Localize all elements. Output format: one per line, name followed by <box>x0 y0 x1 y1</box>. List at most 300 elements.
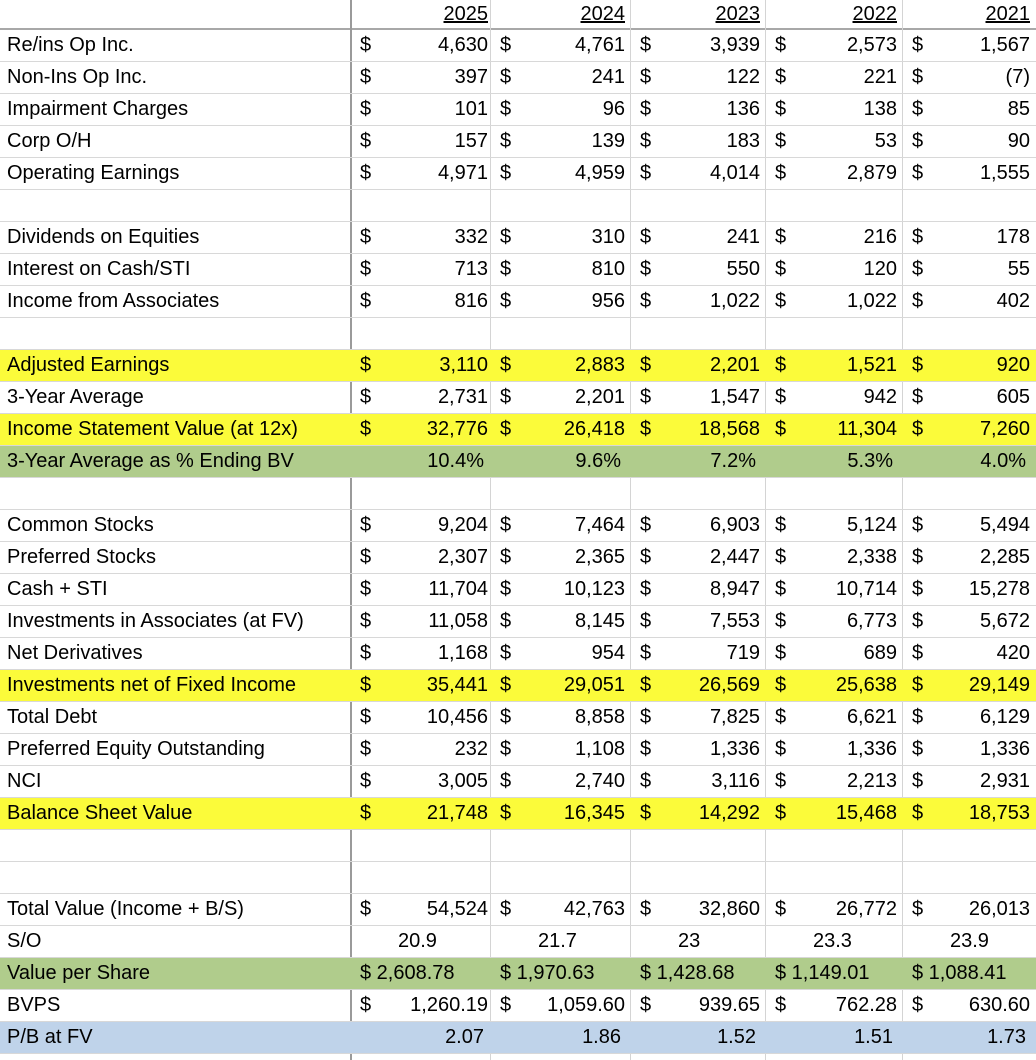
value-cell[interactable]: 16,345 <box>563 802 625 824</box>
currency-symbol: $ <box>775 578 787 600</box>
row-label[interactable]: Net Derivatives <box>7 642 143 664</box>
value-cell[interactable]: 216 <box>863 226 897 248</box>
blank-row <box>0 318 1036 350</box>
value-cell[interactable]: $ 1,149.01 <box>775 962 870 984</box>
currency-symbol: $ <box>640 610 652 632</box>
value-cell[interactable]: 11,304 <box>837 418 897 440</box>
value-cell[interactable]: 6,773 <box>846 610 897 632</box>
row-label[interactable]: S/O <box>7 930 42 952</box>
value-cell[interactable]: 942 <box>863 386 897 408</box>
value-cell[interactable]: 241 <box>591 66 625 88</box>
value-cell[interactable]: 1,108 <box>574 738 625 760</box>
currency-symbol: $ <box>360 706 372 728</box>
value-cell[interactable]: 4,971 <box>437 162 488 184</box>
currency-symbol: $ <box>500 546 512 568</box>
value-cell[interactable]: 1.86 <box>582 1026 621 1048</box>
value-cell[interactable]: 3,116 <box>711 770 760 792</box>
table-row <box>0 382 1036 414</box>
currency-symbol: $ <box>640 354 652 376</box>
currency-symbol: $ <box>912 34 924 56</box>
table-row <box>0 702 1036 734</box>
table-row <box>0 30 1036 62</box>
currency-symbol: $ <box>912 546 924 568</box>
currency-symbol: $ <box>640 66 652 88</box>
value-cell[interactable]: $ 1,088.41 <box>912 962 1007 984</box>
row-label[interactable]: Adjusted Earnings <box>7 354 170 376</box>
row-label[interactable]: Dividends on Equities <box>7 226 200 248</box>
row-label[interactable]: Investments in Associates (at FV) <box>7 610 304 632</box>
currency-symbol: $ <box>500 418 512 440</box>
value-cell[interactable]: 310 <box>591 226 625 248</box>
currency-symbol: $ <box>912 770 924 792</box>
table-row <box>0 350 1036 382</box>
currency-symbol: $ <box>775 130 787 152</box>
currency-symbol: $ <box>500 386 512 408</box>
value-cell[interactable]: (7) <box>1005 66 1030 88</box>
currency-symbol: $ <box>775 770 787 792</box>
table-row <box>0 254 1036 286</box>
value-cell[interactable]: 7,464 <box>574 514 625 536</box>
value-cell[interactable]: 1,336 <box>846 738 897 760</box>
currency-symbol: $ <box>500 290 512 312</box>
table-row <box>0 1022 1036 1054</box>
blank-row <box>0 478 1036 510</box>
value-cell[interactable]: 550 <box>726 258 760 280</box>
currency-symbol: $ <box>500 162 512 184</box>
currency-symbol: $ <box>912 258 924 280</box>
value-cell[interactable]: 956 <box>591 290 625 312</box>
value-cell[interactable]: 29,149 <box>968 674 1030 696</box>
currency-symbol: $ <box>500 354 512 376</box>
value-cell[interactable]: 14,292 <box>698 802 760 824</box>
currency-symbol: $ <box>775 642 787 664</box>
value-cell[interactable]: 6,621 <box>846 706 897 728</box>
value-cell[interactable]: 2,731 <box>437 386 488 408</box>
year-header[interactable]: 2025 <box>443 3 488 25</box>
value-cell[interactable]: 8,145 <box>574 610 625 632</box>
value-cell[interactable]: 20.9 <box>398 930 437 952</box>
value-cell[interactable]: 816 <box>454 290 488 312</box>
year-header[interactable]: 2024 <box>580 3 625 25</box>
value-cell[interactable]: 11,058 <box>428 610 488 632</box>
row-label[interactable]: Interest on Cash/STI <box>7 258 191 280</box>
value-cell[interactable]: $ 2,608.78 <box>360 962 455 984</box>
table-row <box>0 894 1036 926</box>
value-cell[interactable]: 26,569 <box>698 674 760 696</box>
value-cell[interactable]: 18,753 <box>968 802 1030 824</box>
value-cell[interactable]: 85 <box>1007 98 1030 120</box>
currency-symbol: $ <box>912 418 924 440</box>
currency-symbol: $ <box>775 290 787 312</box>
value-cell[interactable]: 810 <box>591 258 625 280</box>
currency-symbol: $ <box>500 98 512 120</box>
currency-symbol: $ <box>912 66 924 88</box>
value-cell[interactable]: 719 <box>726 642 760 664</box>
table-row <box>0 670 1036 702</box>
table-row <box>0 510 1036 542</box>
currency-symbol: $ <box>640 130 652 152</box>
value-cell[interactable]: 4,959 <box>574 162 625 184</box>
value-cell[interactable]: 26,772 <box>835 898 897 920</box>
currency-symbol: $ <box>360 290 372 312</box>
currency-symbol: $ <box>912 226 924 248</box>
currency-symbol: $ <box>775 738 787 760</box>
value-cell[interactable]: 8,947 <box>709 578 760 600</box>
currency-symbol: $ <box>775 34 787 56</box>
currency-symbol: $ <box>360 802 372 824</box>
value-cell[interactable]: 1,022 <box>846 290 897 312</box>
value-cell[interactable]: 32,776 <box>426 418 488 440</box>
value-cell[interactable]: 332 <box>454 226 488 248</box>
table-row <box>0 606 1036 638</box>
value-cell[interactable]: 954 <box>591 642 625 664</box>
value-cell[interactable]: 29,051 <box>563 674 625 696</box>
value-cell[interactable]: 136 <box>726 98 760 120</box>
value-cell[interactable]: 2,931 <box>979 770 1030 792</box>
value-cell[interactable]: 3,110 <box>439 354 488 376</box>
value-cell[interactable]: $ 1,428.68 <box>640 962 735 984</box>
blank-row <box>0 862 1036 894</box>
value-cell[interactable]: 2,307 <box>437 546 488 568</box>
table-row <box>0 990 1036 1022</box>
currency-symbol: $ <box>360 898 372 920</box>
value-cell[interactable]: 420 <box>996 642 1030 664</box>
currency-symbol: $ <box>500 226 512 248</box>
value-cell[interactable]: 32,860 <box>698 898 760 920</box>
row-label[interactable]: Income Statement Value (at 12x) <box>7 418 298 440</box>
value-cell[interactable]: 713 <box>454 258 488 280</box>
value-cell[interactable]: 5,494 <box>979 514 1030 536</box>
value-cell[interactable]: 1,567 <box>979 34 1030 56</box>
value-cell[interactable]: 21.7 <box>538 930 577 952</box>
currency-symbol: $ <box>500 770 512 792</box>
value-cell[interactable]: 6,903 <box>709 514 760 536</box>
row-label[interactable]: Impairment Charges <box>7 98 189 120</box>
row-label[interactable]: Re/ins Op Inc. <box>7 34 134 56</box>
table-row <box>0 926 1036 958</box>
row-label[interactable]: Value per Share <box>7 962 151 984</box>
value-cell[interactable]: 26,418 <box>563 418 625 440</box>
value-cell[interactable]: 138 <box>863 98 897 120</box>
value-cell[interactable]: 35,441 <box>426 674 488 696</box>
value-cell[interactable]: 4,630 <box>437 34 488 56</box>
value-cell[interactable]: 8,858 <box>574 706 625 728</box>
currency-symbol: $ <box>640 802 652 824</box>
currency-symbol: $ <box>912 578 924 600</box>
value-cell[interactable]: $ 1,970.63 <box>500 962 595 984</box>
value-cell[interactable]: 939.65 <box>698 994 760 1016</box>
row-label[interactable]: Common Stocks <box>7 514 154 536</box>
value-cell[interactable]: 2,201 <box>709 354 760 376</box>
value-cell[interactable]: 23.3 <box>813 930 852 952</box>
value-cell[interactable]: 53 <box>874 130 897 152</box>
row-label[interactable]: BVPS <box>7 994 61 1016</box>
value-cell[interactable]: 5,124 <box>846 514 897 536</box>
row-label[interactable]: Cash + STI <box>7 578 108 600</box>
value-cell[interactable]: 241 <box>726 226 760 248</box>
currency-symbol: $ <box>500 578 512 600</box>
currency-symbol: $ <box>640 898 652 920</box>
currency-symbol: $ <box>360 130 372 152</box>
value-cell[interactable]: 1,555 <box>979 162 1030 184</box>
table-row <box>0 766 1036 798</box>
value-cell[interactable]: 10.4% <box>427 450 484 472</box>
value-cell[interactable]: 42,763 <box>563 898 625 920</box>
row-label[interactable]: Preferred Stocks <box>7 546 156 568</box>
currency-symbol: $ <box>640 738 652 760</box>
value-cell[interactable]: 55 <box>1007 258 1030 280</box>
value-cell[interactable]: 2,879 <box>846 162 897 184</box>
currency-symbol: $ <box>640 514 652 536</box>
year-header[interactable]: 2022 <box>852 3 897 25</box>
value-cell[interactable]: 1,336 <box>979 738 1030 760</box>
value-cell[interactable]: 96 <box>602 98 625 120</box>
currency-symbol: $ <box>775 354 787 376</box>
currency-symbol: $ <box>640 290 652 312</box>
table-row <box>0 734 1036 766</box>
value-cell[interactable]: 7,553 <box>709 610 760 632</box>
value-cell[interactable]: 7,825 <box>709 706 760 728</box>
blank-row <box>0 190 1036 222</box>
table-row <box>0 158 1036 190</box>
value-cell[interactable]: 1.73 <box>987 1026 1026 1048</box>
currency-symbol: $ <box>640 770 652 792</box>
currency-symbol: $ <box>912 898 924 920</box>
value-cell[interactable]: 3,939 <box>709 34 760 56</box>
value-cell[interactable]: 630.60 <box>968 994 1030 1016</box>
currency-symbol: $ <box>360 386 372 408</box>
currency-symbol: $ <box>640 226 652 248</box>
table-row <box>0 958 1036 990</box>
currency-symbol: $ <box>500 738 512 760</box>
value-cell[interactable]: 139 <box>591 130 625 152</box>
value-cell[interactable]: 4,761 <box>574 34 625 56</box>
currency-symbol: $ <box>360 418 372 440</box>
value-cell[interactable]: 9.6% <box>575 450 621 472</box>
value-cell[interactable]: 7.2% <box>710 450 756 472</box>
currency-symbol: $ <box>360 770 372 792</box>
value-cell[interactable]: 1,521 <box>846 354 897 376</box>
value-cell[interactable]: 54,524 <box>426 898 488 920</box>
value-cell[interactable]: 2,365 <box>574 546 625 568</box>
currency-symbol: $ <box>912 98 924 120</box>
row-label[interactable]: NCI <box>7 770 42 792</box>
table-row <box>0 798 1036 830</box>
currency-symbol: $ <box>640 994 652 1016</box>
value-cell[interactable]: 26,013 <box>968 898 1030 920</box>
currency-symbol: $ <box>640 674 652 696</box>
currency-symbol: $ <box>775 994 787 1016</box>
row-label[interactable]: Total Value (Income + B/S) <box>7 898 244 920</box>
value-cell[interactable]: 10,456 <box>426 706 488 728</box>
currency-symbol: $ <box>500 130 512 152</box>
table-row <box>0 222 1036 254</box>
value-cell[interactable]: 402 <box>996 290 1030 312</box>
value-cell[interactable]: 762.28 <box>835 994 897 1016</box>
value-cell[interactable]: 25,638 <box>835 674 897 696</box>
value-cell[interactable]: 2,213 <box>846 770 897 792</box>
currency-symbol: $ <box>500 514 512 536</box>
currency-symbol: $ <box>912 130 924 152</box>
row-label[interactable]: 3-Year Average <box>7 386 144 408</box>
blank-row <box>0 830 1036 862</box>
value-cell[interactable]: 5.3% <box>847 450 893 472</box>
value-cell[interactable]: 2,883 <box>574 354 625 376</box>
value-cell[interactable]: 1,022 <box>709 290 760 312</box>
value-cell[interactable]: 1,336 <box>709 738 760 760</box>
currency-symbol: $ <box>775 386 787 408</box>
value-cell[interactable]: 2,338 <box>846 546 897 568</box>
value-cell[interactable]: 23 <box>678 930 701 952</box>
currency-symbol: $ <box>360 642 372 664</box>
value-cell[interactable]: 605 <box>996 386 1030 408</box>
currency-symbol: $ <box>360 258 372 280</box>
currency-symbol: $ <box>775 258 787 280</box>
row-label[interactable]: Total Debt <box>7 706 98 728</box>
currency-symbol: $ <box>912 674 924 696</box>
currency-symbol: $ <box>500 258 512 280</box>
value-cell[interactable]: 1,168 <box>437 642 488 664</box>
year-header[interactable]: 2021 <box>985 3 1030 25</box>
value-cell[interactable]: 1,260.19 <box>410 994 488 1016</box>
currency-symbol: $ <box>500 994 512 1016</box>
value-cell[interactable]: 2,285 <box>979 546 1030 568</box>
currency-symbol: $ <box>640 546 652 568</box>
value-cell[interactable]: 2.07 <box>445 1026 484 1048</box>
value-cell[interactable]: 6,129 <box>979 706 1030 728</box>
currency-symbol: $ <box>775 546 787 568</box>
row-label[interactable]: Balance Sheet Value <box>7 802 193 824</box>
value-cell[interactable]: 11,704 <box>428 578 488 600</box>
value-cell[interactable]: 397 <box>454 66 488 88</box>
currency-symbol: $ <box>360 738 372 760</box>
table-row <box>0 446 1036 478</box>
currency-symbol: $ <box>500 706 512 728</box>
currency-symbol: $ <box>912 706 924 728</box>
value-cell[interactable]: 183 <box>726 130 760 152</box>
value-cell[interactable]: 2,740 <box>574 770 625 792</box>
table-row <box>0 94 1036 126</box>
table-row <box>0 286 1036 318</box>
value-cell[interactable]: 2,201 <box>574 386 625 408</box>
value-cell[interactable]: 7,260 <box>979 418 1030 440</box>
currency-symbol: $ <box>360 610 372 632</box>
currency-symbol: $ <box>500 34 512 56</box>
value-cell[interactable]: 1,059.60 <box>547 994 625 1016</box>
currency-symbol: $ <box>912 610 924 632</box>
currency-symbol: $ <box>775 610 787 632</box>
currency-symbol: $ <box>912 738 924 760</box>
row-label[interactable]: Income from Associates <box>7 290 220 312</box>
value-cell[interactable]: 1.52 <box>717 1026 756 1048</box>
currency-symbol: $ <box>912 642 924 664</box>
value-cell[interactable]: 157 <box>454 130 488 152</box>
currency-symbol: $ <box>775 98 787 120</box>
value-cell[interactable]: 15,278 <box>968 578 1030 600</box>
table-row <box>0 126 1036 158</box>
currency-symbol: $ <box>775 162 787 184</box>
currency-symbol: $ <box>775 802 787 824</box>
value-cell[interactable]: 4.0% <box>980 450 1026 472</box>
currency-symbol: $ <box>640 706 652 728</box>
table-row <box>0 542 1036 574</box>
currency-symbol: $ <box>360 578 372 600</box>
currency-symbol: $ <box>640 642 652 664</box>
row-label[interactable]: 3-Year Average as % Ending BV <box>7 450 294 472</box>
currency-symbol: $ <box>500 610 512 632</box>
value-cell[interactable]: 920 <box>996 354 1030 376</box>
year-header-row <box>0 0 1036 30</box>
currency-symbol: $ <box>500 642 512 664</box>
currency-symbol: $ <box>360 34 372 56</box>
value-cell[interactable]: 2,573 <box>846 34 897 56</box>
value-cell[interactable]: 3,005 <box>437 770 488 792</box>
currency-symbol: $ <box>640 98 652 120</box>
currency-symbol: $ <box>640 578 652 600</box>
value-cell[interactable]: 2,447 <box>709 546 760 568</box>
value-cell[interactable]: 1,547 <box>709 386 760 408</box>
currency-symbol: $ <box>912 162 924 184</box>
currency-symbol: $ <box>775 674 787 696</box>
row-label[interactable]: Non-Ins Op Inc. <box>7 66 148 88</box>
row-label[interactable]: Corp O/H <box>7 130 92 152</box>
row-label[interactable]: Operating Earnings <box>7 162 180 184</box>
value-cell[interactable]: 101 <box>454 98 488 120</box>
value-cell[interactable]: 122 <box>726 66 760 88</box>
currency-symbol: $ <box>360 66 372 88</box>
value-cell[interactable]: 178 <box>996 226 1030 248</box>
currency-symbol: $ <box>912 290 924 312</box>
year-header[interactable]: 2023 <box>715 3 760 25</box>
value-cell[interactable]: 5,672 <box>979 610 1030 632</box>
currency-symbol: $ <box>500 674 512 696</box>
currency-symbol: $ <box>640 162 652 184</box>
value-cell[interactable]: 689 <box>863 642 897 664</box>
row-label[interactable]: Preferred Equity Outstanding <box>7 738 265 760</box>
currency-symbol: $ <box>500 802 512 824</box>
currency-symbol: $ <box>640 418 652 440</box>
currency-symbol: $ <box>775 898 787 920</box>
value-cell[interactable]: 18,568 <box>698 418 760 440</box>
currency-symbol: $ <box>775 514 787 536</box>
currency-symbol: $ <box>500 66 512 88</box>
currency-symbol: $ <box>912 802 924 824</box>
value-cell[interactable]: 23.9 <box>950 930 989 952</box>
currency-symbol: $ <box>640 34 652 56</box>
value-cell[interactable]: 1.51 <box>854 1026 893 1048</box>
currency-symbol: $ <box>360 514 372 536</box>
value-cell[interactable]: 90 <box>1007 130 1030 152</box>
value-cell[interactable]: 15,468 <box>835 802 897 824</box>
row-label[interactable]: Investments net of Fixed Income <box>7 674 297 696</box>
currency-symbol: $ <box>360 354 372 376</box>
currency-symbol: $ <box>360 226 372 248</box>
value-cell[interactable]: 232 <box>454 738 488 760</box>
currency-symbol: $ <box>775 706 787 728</box>
value-cell[interactable]: 21,748 <box>426 802 488 824</box>
value-cell[interactable]: 120 <box>863 258 897 280</box>
row-label[interactable]: P/B at FV <box>7 1026 93 1048</box>
value-cell[interactable]: 10,714 <box>835 578 897 600</box>
value-cell[interactable]: 9,204 <box>437 514 488 536</box>
value-cell[interactable]: 4,014 <box>709 162 760 184</box>
currency-symbol: $ <box>360 674 372 696</box>
value-cell[interactable]: 10,123 <box>563 578 625 600</box>
value-cell[interactable]: 221 <box>863 66 897 88</box>
table-row <box>0 574 1036 606</box>
currency-symbol: $ <box>360 546 372 568</box>
currency-symbol: $ <box>912 514 924 536</box>
